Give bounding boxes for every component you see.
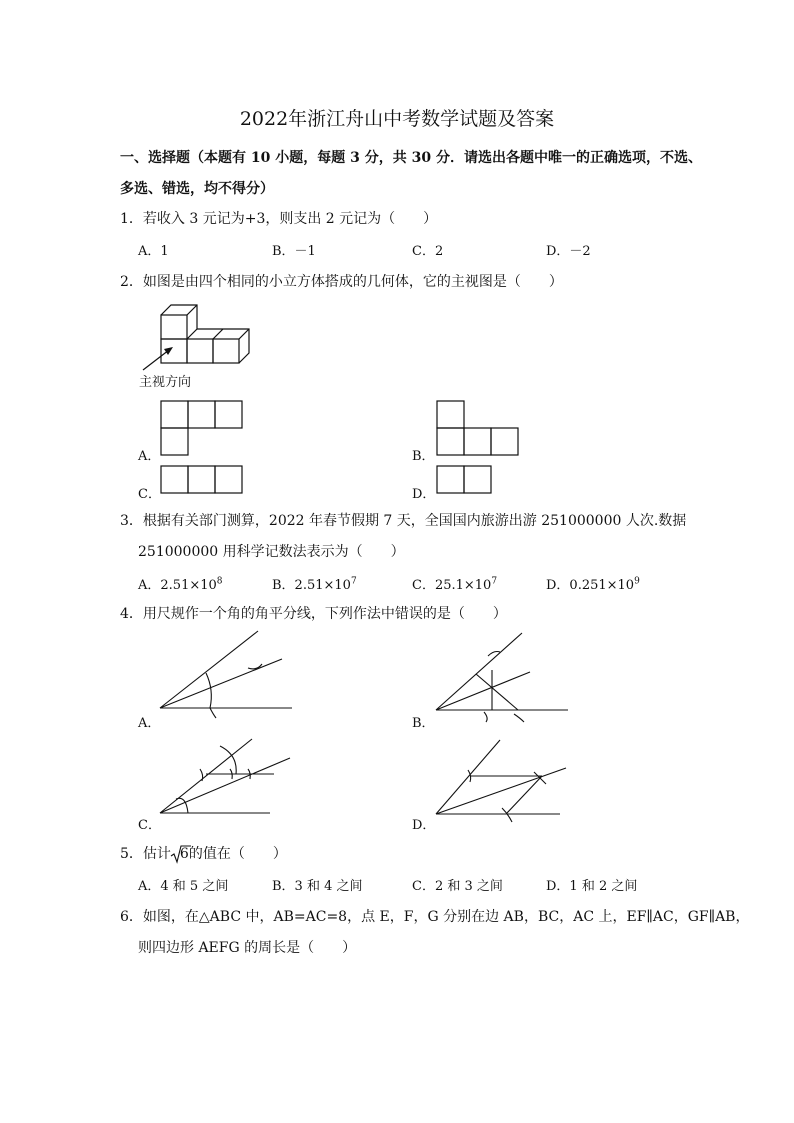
- q3-option-a: A．$2.51\times 10^8$: [138, 576, 223, 593]
- q1-option-b: B．－1: [272, 244, 316, 259]
- q2-option-b-label: B．: [412, 449, 435, 464]
- q4-option-a-figure: [158, 628, 298, 718]
- q4-option-c-label: C．: [138, 818, 161, 833]
- q3-option-b: B．$2.51\times 10^7$: [272, 576, 357, 593]
- q5-text: 5．估计 6的值在（ ）: [120, 843, 287, 863]
- q6-text-line2: 则四边形 AEFG 的周长是（ ）: [138, 940, 357, 956]
- q4-text: 4．用尺规作一个角的角平分线，下列作法中错误的是（ ）: [120, 606, 507, 622]
- q4-option-b-figure: [434, 630, 574, 720]
- q3-text-line2: 251000000 用科学记数法表示为（ ）: [138, 544, 405, 560]
- sqrt-symbol: 6: [171, 846, 189, 862]
- q3-option-d: D．$0.251\times 10^9$: [546, 576, 640, 593]
- page-title: 2022年浙江舟山中考数学试题及答案: [239, 108, 555, 130]
- q5-option-c: C．2 和 3 之间: [412, 879, 503, 894]
- q2-option-d-figure: [436, 465, 494, 495]
- q2-view-direction-caption: 主视方向: [139, 375, 192, 390]
- q5-option-a: A．4 和 5 之间: [138, 879, 229, 894]
- q2-option-c-label: C．: [138, 487, 161, 502]
- q5-option-d: D．1 和 2 之间: [546, 879, 638, 894]
- q2-option-a-label: A．: [138, 449, 161, 464]
- q1-option-c: C．2: [412, 244, 444, 259]
- q1-text: 1．若收入 3 元记为+3，则支出 2 元记为（ ）: [120, 211, 438, 227]
- q4-option-b-label: B．: [412, 716, 435, 731]
- q2-text: 2．如图是由四个相同的小立方体搭成的几何体，它的主视图是（ ）: [120, 274, 563, 290]
- q2-option-a-figure: [160, 400, 244, 456]
- q6-text-line1: 6．如图，在△ABC 中，AB=AC=8，点 E，F，G 分别在边 AB，BC，AC 上，EF∥AC，GF∥AB，: [120, 909, 750, 925]
- q1-option-a: A．1: [138, 244, 169, 259]
- q3-text-line1: 3．根据有关部门测算，2022 年春节假期 7 天，全国国内旅游出游 251000000 人次.数据: [120, 513, 687, 529]
- q1-option-d: D．－2: [546, 244, 591, 259]
- section-heading-line2: 多选、错选，均不得分）: [120, 181, 274, 197]
- q4-option-c-figure: [158, 733, 298, 823]
- q4-option-a-label: A．: [138, 716, 161, 731]
- q2-cube-figure: [135, 300, 265, 380]
- q3-option-c: C．$25.1\times 10^7$: [412, 576, 498, 593]
- q2-option-d-label: D．: [412, 487, 436, 502]
- section-heading-line1: 一、选择题（本题有 10 小题，每题 3 分，共 30 分．请选出各题中唯一的正确选项，不选、: [120, 150, 702, 166]
- q4-option-d-label: D．: [412, 818, 436, 833]
- q2-option-c-figure: [160, 465, 244, 495]
- q4-option-d-figure: [434, 738, 574, 828]
- q2-option-b-figure: [436, 400, 520, 456]
- q5-option-b: B．3 和 4 之间: [272, 879, 363, 894]
